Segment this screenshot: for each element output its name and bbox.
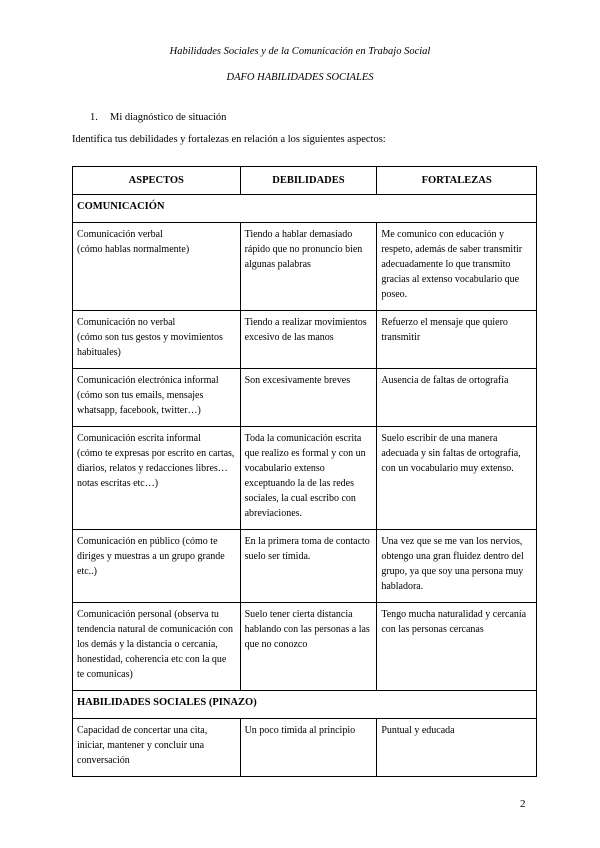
weakness-cell: Suelo tener cierta distancia hablando con las personas a las que no conozco [240,603,377,691]
table-row [73,369,537,427]
weakness-cell: Tiendo a hablar demasiado rápido que no pronuncio bien algunas palabras [240,223,377,311]
section-title: HABILIDADES SOCIALES (PINAZO) [73,691,537,719]
aspect-cell: Comunicación verbal (cómo hablas normalmente) [73,223,241,311]
weakness-cell: Son excesivamente breves [240,369,377,427]
aspect-cell: Comunicación electrónica informal (cómo son tus emails, mensajes whatsapp, facebook, twitter…) [73,369,241,427]
table-row [73,427,537,530]
section-row [73,691,537,719]
table-row [73,530,537,603]
intro-paragraph: Identifica tus debilidades y fortalezas en relación a los siguientes aspectos: [72,134,386,145]
aspect-cell: Comunicación no verbal (cómo son tus gestos y movimientos habituales) [73,311,241,369]
header-aspectos: ASPECTOS [73,167,241,195]
weakness-cell: Un poco tímida al principio [240,719,377,777]
dafo-table [72,166,537,777]
numbered-list-item [90,112,226,123]
strength-cell: Puntual y educada [377,719,537,777]
aspect-cell: Comunicación escrita informal (cómo te expresas por escrito en cartas, diarios, relatos y redacciones libres…notas escritas etc…) [73,427,241,530]
weakness-cell: Tiendo a realizar movimientos excesivo de las manos [240,311,377,369]
table-row [73,603,537,691]
table-row [73,311,537,369]
page-number: 2 [520,798,526,810]
aspect-cell: Capacidad de concertar una cita, iniciar, mantener y concluir una conversación [73,719,241,777]
table-row [73,223,537,311]
aspect-cell: Comunicación personal (observa tu tendencia natural de comunicación con los demás y la distancia o cercanía, honestidad, coherencia etc con la que te comunicas) [73,603,241,691]
strength-cell: Ausencia de faltas de ortografía [377,369,537,427]
strength-cell: Una vez que se me van los nervios, obtengo una gran fluidez dentro del grupo, ya que soy una persona muy habladora. [377,530,537,603]
header-debilidades: DEBILIDADES [240,167,377,195]
document-subtitle: DAFO HABILIDADES SOCIALES [226,72,374,83]
section-row [73,195,537,223]
section-title: COMUNICACIÓN [73,195,537,223]
table-header-row [73,167,537,195]
header-fortalezas: FORTALEZAS [377,167,537,195]
weakness-cell: En la primera toma de contacto suelo ser tímida. [240,530,377,603]
strength-cell: Me comunico con educación y respeto, además de saber transmitir adecuadamente lo que transmito gracias al extenso vocabulario que poseo. [377,223,537,311]
list-number: 1. [90,112,98,123]
strength-cell: Tengo mucha naturalidad y cercanía con las personas cercanas [377,603,537,691]
table-row [73,719,537,777]
aspect-cell: Comunicación en público (cómo te diriges y muestras a un grupo grande etc..) [73,530,241,603]
list-item-text: Mi diagnóstico de situación [110,112,227,123]
strength-cell: Refuerzo el mensaje que quiero transmitir [377,311,537,369]
strength-cell: Suelo escribir de una manera adecuada y sin faltas de ortografía, con un vocabulario muy extenso. [377,427,537,530]
running-header: Habilidades Sociales y de la Comunicación en Trabajo Social [169,46,431,57]
weakness-cell: Toda la comunicación escrita que realizo es formal y con un vocabulario extenso exceptuando la de las redes sociales, la cual escribo con abreviaciones. [240,427,377,530]
